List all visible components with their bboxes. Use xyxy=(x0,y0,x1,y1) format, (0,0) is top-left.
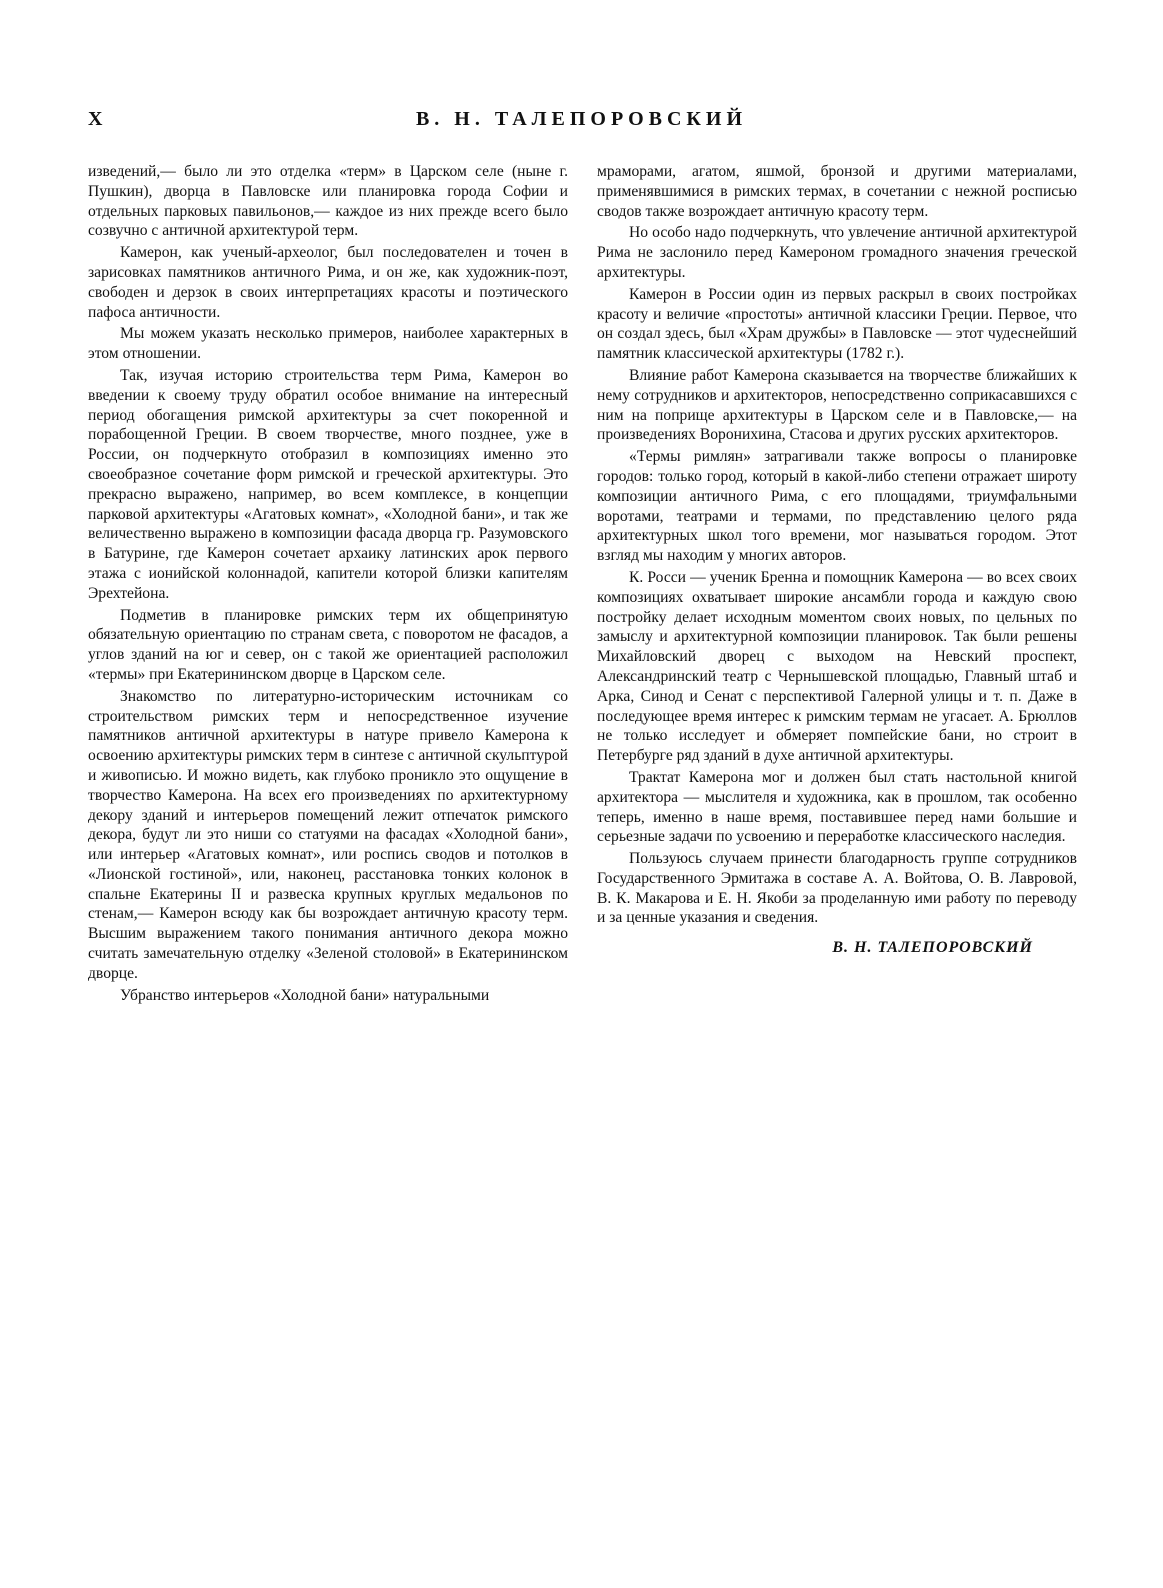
paragraph: Убранство интерьеров «Холодной бани» натуральными xyxy=(120,986,490,1004)
paragraph: Мы можем указать несколько примеров, наиболее характерных в этом отношении. xyxy=(88,325,568,363)
page-header-title: В. Н. ТАЛЕПОРОВСКИЙ xyxy=(415,108,748,130)
paragraph: Камерон в России один из первых раскрыл в своих постройках красоту и величие «простоты» античной классики Греции. Первое, что он создал здесь, был «Храм дружбы» в Павловске — этот чудеснейший памятник классической архитектуры (1782 г.). xyxy=(597,285,1077,363)
paragraph: мраморами, агатом, яшмой, бронзой и другими материалами, применявшимися в римских термах, в сочетании с нежной росписью сводов также возрождает античную красоту терм. xyxy=(597,163,1077,220)
paragraph: Пользуюсь случаем принести благодарность группе сотрудников Государственного Эрмитажа в составе А. А. Войтова, О. В. Лавровой, В. К. Макарова и Е. Н. Якоби за проделанную ими работу по переводу и за ценные указания и сведения. xyxy=(597,850,1077,927)
running-head xyxy=(88,108,1075,144)
paragraph: Камерон, как ученый-археолог, был последователен и точен в зарисовках памятников античного Рима, и он же, как художник-поэт, свободен и дерзок в своих интерпретациях красоты и поэтического пафоса античности. xyxy=(88,244,568,321)
right-column xyxy=(597,162,1077,958)
author-signature: В. Н. ТАЛЕПОРОВСКИЙ xyxy=(832,939,1033,957)
paragraph: Так, изучая историю строительства терм Рима, Камерон во введении к своему труду обратил особое внимание на интересный период обогащения римской архитектуры за счет покоренной и порабощенной Греции. В своем творчестве, много позднее, уже в России, он подчеркнуто отобразил в композициях именно это своеобразное сочетание форм римской и греческой архитектуры. Это прекрасно выражено, например, во всем комплексе, в концепции парковой архитектуры «Агатовых комнат», «Холодной бани», и так же величественно выражено в композиции фасада дворца гр. Разумовского в Батурине, где Камерон сочетает архаику латинских арок первого этажа с ионийской колоннадой, капители которой близки капителям Эрехтейона. xyxy=(88,366,568,602)
paragraph: Подметив в планировке римских терм их общепринятую обязательную ориентацию по странам света, с поворотом не фасадов, а углов зданий на юг и север, он с такой же ориентацией расположил «термы» при Екатерининском дворце в Царском селе. xyxy=(88,606,568,683)
paragraph: изведений,— было ли это отделка «терм» в Царском селе (ныне г. Пушкин), дворца в Павловске или планировка города Софии и отдельных парковых павильонов,— каждое из них прежде всего было созвучно с античной архитектурой терм. xyxy=(88,163,568,240)
paragraph: Но особо надо подчеркнуть, что увлечение античной архитектурой Рима не заслонило перед Камероном громадного значения греческой архитектуры. xyxy=(597,224,1077,281)
paragraph: Трактат Камерона мог и должен был стать настольной книгой архитектора — мыслителя и художника, как в прошлом, так особенно теперь, именно в наше время, поставившее перед нами большие и серьезные задачи по усвоению и переработке классического наследия. xyxy=(597,768,1077,846)
paragraph: Знакомство по литературно-историческим источникам со строительством римских терм и непосредственное изучение памятников античной архитектуры в натуре привело Камерона к освоению архитектуры римских терм в синтезе с античной скульптурой и живописью. И можно видеть, как глубоко проникло это ощущение в творчество Камерона. На всех его произведениях по архитектурному декору зданий и интерьеров помещений лежит отпечаток римского декора, будут ли это ниши со статуями на фасадах «Холодной бани», или интерьер «Агатовых комнат», или роспись сводов и потолков в «Лионской гостиной», или, наконец, расстановка тонких колонок в спальне Екатерины II и развеска крупных круглых медальонов по стенам,— Камерон всюду как бы возрождает античную красоту терм. Высшим выражением такого понимания античного декора можно считать замечательную отделку «Зеленой столовой» в Екатерининском дворце. xyxy=(88,687,568,982)
paragraph: К. Росси — ученик Бренна и помощник Камерона — во всех своих композициях охватывает широкие ансамбли города и каждую свою постройку делает исходным моментом своих новых, по цельных по замыслу и архитектурной композиции планировок. Так были решены Михайловский дворец с выходом на Невский проспект, Александринский театр с Чернышевской площадью, Главный штаб и Арка, Синод и Сенат с перспективой Галерной улицы и т. п. Даже в последующее время интерес к римским термам не угасает. А. Брюллов не только исследует и обмеряет помпейские бани, но строит в Петербурге ряд зданий в духе античной архитектуры. xyxy=(597,568,1077,765)
left-column xyxy=(88,162,568,1007)
paragraph: «Термы римлян» затрагивали также вопросы о планировке городов: только город, который в какой-либо степени отражает широту композиции античного Рима, с его площадями, триумфальными воротами, театрами и термами, по представлению целого ряда архитектурных школ того времени, мог называться городом. Этот взгляд мы находим у многих авторов. xyxy=(597,448,1077,565)
page-number: X xyxy=(88,108,103,130)
paragraph: Влияние работ Камерона сказывается на творчестве ближайших к нему сотрудников и архитекторов, непосредственно соприкасавшихся с ним на поприще архитектуры в Царском селе и в Павловске,— на произведениях Воронихина, Стасова и других русских архитекторов. xyxy=(597,366,1077,444)
